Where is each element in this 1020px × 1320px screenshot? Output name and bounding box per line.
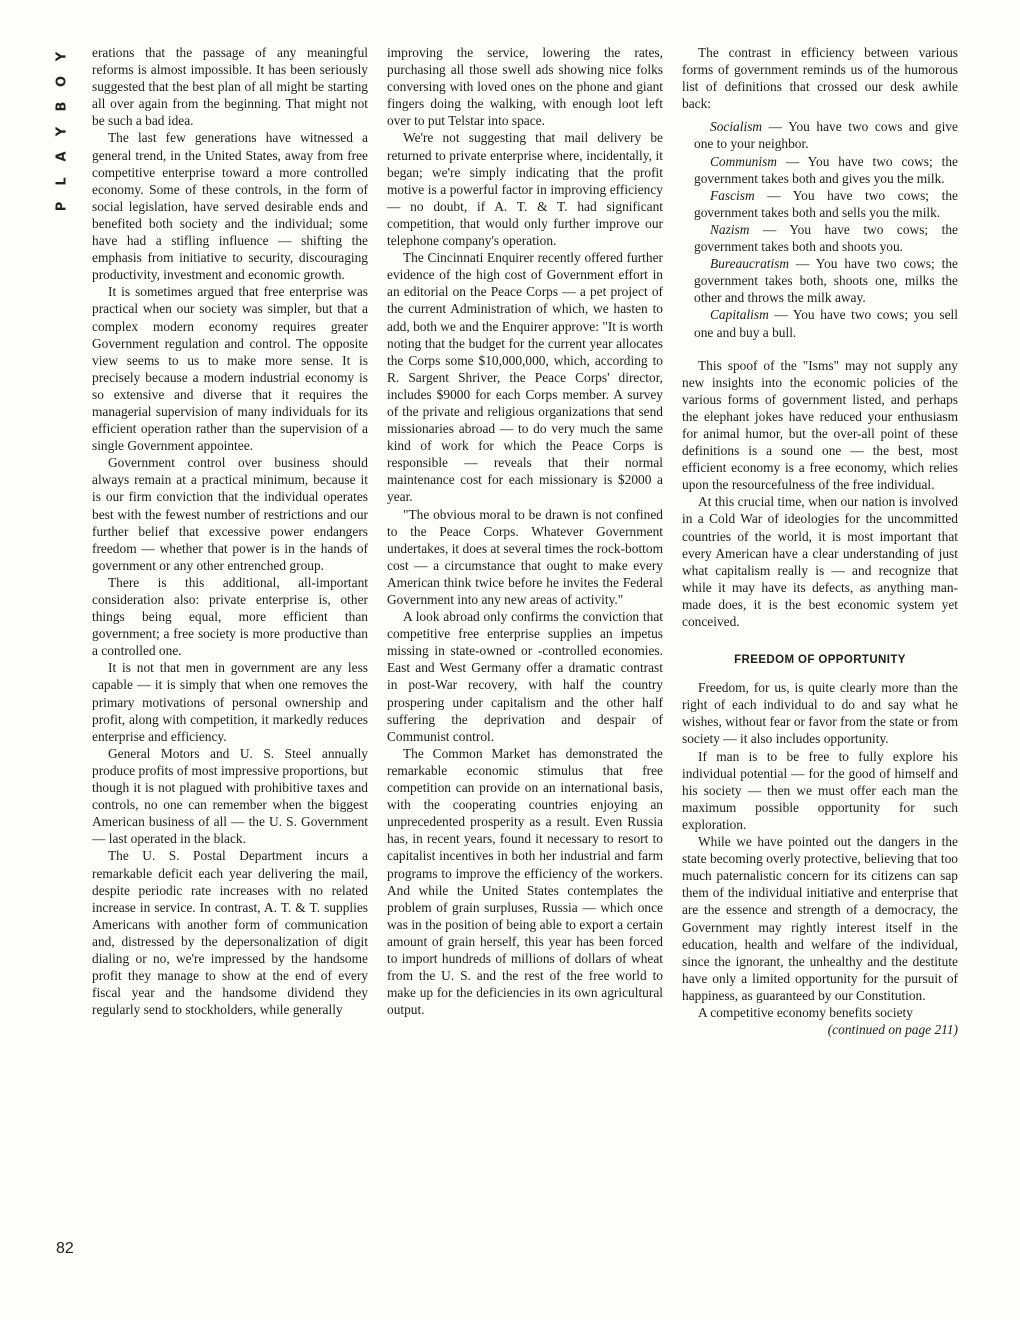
side-label-letter: O [54, 75, 70, 88]
paragraph: A competitive economy benefits society [698, 1004, 913, 1020]
side-label-letter: Y [54, 51, 70, 62]
definition-term: Socialism [710, 119, 763, 135]
paragraph: If man is to be free to fully explore his individual potential — for the good of himself and his society — then we must offer each man the maximum possible opportunity for such exploration. [682, 748, 958, 832]
definition-text: — You have two cows; you sell one and buy a bull. [694, 307, 958, 340]
magazine-side-label [54, 44, 70, 219]
definition-text: — You have two cows; the government takes both and sells you the milk. [694, 187, 958, 220]
definition-term: Nazism [710, 221, 750, 237]
side-label-letter: B [54, 101, 70, 112]
definition-item [694, 187, 958, 221]
definition-term: Communism [710, 153, 777, 169]
definition-item [694, 221, 958, 255]
paragraph: The U. S. Postal Department incurs a remarkable deficit each year delivering the mail, despite periodic rate increases with no related increase in service. In contrast, A. T. & T. supplies Americans with another form of communication and, distressed by the depersonalization of digit dialing or no, we're impressed by the handsome profit they manage to show at the end of every fiscal year and the handsome dividend they regularly send to stockholders, while generally [92, 848, 368, 1018]
definition-term: Fascism [710, 187, 755, 203]
definition-term: Capitalism [710, 307, 769, 323]
side-label-letter: Y [54, 126, 70, 137]
paragraph: Freedom, for us, is quite clearly more than the right of each individual to do and say what he wishes, without fear or favor from the state or from society — it also includes opportunity. [682, 680, 958, 747]
definition-text: — You have two cows and give one to your neighbor. [694, 119, 958, 152]
paragraph: The Common Market has demonstrated the remarkable economic stimulus that free competition can provide on an international basis, with the cooperating countries enjoying an unprecedented prosperity as a result. Even Russia has, in recent years, found it necessary to resort to capitalist incentives in both her industrial and farm programs to improve the efficiency of the workers. And while the United States contemplates the problem of grain surpluses, Russia — which once was in the position of being able to export a certain amount of grain herself, this year has been forced to import hundreds of millions of dollars of wheat from the U. S. and the rest of the free world to make up for the deficiencies in its own agricultural output. [387, 745, 663, 1018]
paragraph: It is not that men in government are any less capable — it is simply that when one removes the primary motivations of personal ownership and profit, along with competition, it markedly reduces enterprise and efficiency. [92, 660, 368, 744]
definitions-list [682, 112, 958, 356]
definition-item [694, 118, 958, 152]
paragraph: There is this additional, all-important consideration also: private enterprise is, other things being equal, more efficient than government; a free society is more productive than a controlled one. [92, 574, 368, 659]
paragraph: Government control over business should always remain at a practical minimum, because it is our firm conviction that the individual operates best with the fewest number of restrictions and our further belief that excessive power endangers freedom — whether that power is in the hands of government or any other entrenched group. [92, 455, 368, 573]
page-number: 82 [56, 1240, 74, 1257]
paragraph: While we have pointed out the dangers in the state becoming overly protective, believing that too much paternalistic concern for its citizens can sap them of the individual initiative and enterprise that are the essence and strength of a democracy, the Government may rightly interest itself in the education, health and welfare of the individual, since the ignorant, the unhealthy and the destitute have only a limited opportunity for the pursuit of happiness, as guaranteed by our Constitution. [682, 834, 958, 1003]
definition-term: Bureaucratism [710, 256, 790, 272]
paragraph: erations that the passage of any meaningful reforms is almost impossible. It has been seriously suggested that the best plan of all might be starting all over again from the beginning. That might not be such a bad idea. [92, 45, 368, 129]
side-label-letter: P [54, 201, 70, 212]
paragraph: improving the service, lowering the rates, purchasing all those swell ads showing nice folks conversing with loved ones on the phone and giant fingers doing the walking, with enough loot left over to put Telstar into space. [387, 45, 663, 129]
paragraph: The contrast in efficiency between various forms of government reminds us of the humorous list of definitions that crossed our desk awhile back: [682, 45, 958, 112]
side-label-letter: A [54, 151, 70, 162]
paragraph: A look abroad only confirms the conviction that competitive free enterprise supplies an impetus missing in state-owned or -controlled economies. East and West Germany offer a dramatic contrast in post-War recovery, with half the country prospering under capitalism and the other half suffering the deprivation and despair of Communist control. [387, 609, 663, 744]
definition-text: — You have two cows; the government takes both, shoots one, milks the other and throws the milk away. [694, 256, 958, 306]
continued-note: (continued on page 211) [827, 1022, 958, 1038]
column-3 [682, 44, 958, 1038]
definition-item [694, 255, 958, 306]
side-label-letter: L [54, 177, 70, 186]
paragraph: At this crucial time, when our nation is involved in a Cold War of ideologies for the uncommitted countries of the world, it is most important that every American have a clear understanding of just what capitalism really is — and recognize that while it may have its defects, as anything man-made does, it is the best economic system yet conceived. [682, 494, 958, 629]
paragraph: We're not suggesting that mail delivery be returned to private enterprise where, incidentally, it began; we're simply indicating that the profit motive is a powerful factor in improving efficiency — no doubt, if A. T. & T. had significant competition, that would only further improve our telephone company's operation. [387, 130, 663, 249]
definition-text: — You have two cows; the government takes both and gives you the milk. [694, 153, 958, 186]
section-heading: FREEDOM OF OPPORTUNITY [734, 654, 906, 667]
paragraph: It is sometimes argued that free enterprise was practical when our society was simpler, but that a complex modern economy requires greater Government regulation and control. The opposite view seems to us to make more sense. It is precisely because a modern industrial economy is so extensive and diverse that it requires the managerial supervision of many individuals for its efficient operation rather than the supervision of a single Government appointee. [92, 284, 368, 454]
definition-item [694, 306, 958, 340]
paragraph: The Cincinnati Enquirer recently offered further evidence of the high cost of Government effort in an editorial on the Peace Corps — a pet project of the current Administration of which, we hasten to add, both we and the Enquirer approve: "It is worth noting that the budget for the current year allocates the Corps some $10,000,000, which, according to R. Sargent Shriver, the Peace Corps' director, includes $9000 for each Corps member. A survey of the private and religious organizations that send missionaries abroad — to do very much the same kind of work for which the Peace Corps is responsible — reveals that their normal maintenance cost for each missionary is $2000 a year. [387, 250, 663, 505]
paragraph: The last few generations have witnessed a general trend, in the United States, away from free competitive enterprise toward a more controlled economy. Some of these controls, in the form of social legislation, have served desirable ends and benefited both society and the individual; some have had a stifling influence — shifting the emphasis from initiative to security, discouraging productivity, investment and economic growth. [92, 130, 368, 283]
column-1 [92, 44, 368, 1018]
column-2 [387, 44, 663, 1018]
paragraph: "The obvious moral to be drawn is not confined to the Peace Corps. Whatever Government undertakes, it does at several times the rock-bottom cost — a circumstance that ought to make every American think twice before he invites the Federal Government into any new areas of activity." [387, 506, 663, 607]
definition-text: — You have two cows; the government takes both and shoots you. [694, 221, 958, 255]
paragraph: General Motors and U. S. Steel annually produce profits of most impressive proportions, but though it is not plagued with prohibitive taxes and controls, no one can remember when the biggest American business of all — the U. S. Government — last operated in the black. [92, 745, 368, 847]
paragraph: This spoof of the "Isms" may not supply any new insights into the economic policies of the various forms of government listed, and perhaps the elephant jokes have reduced your enthusiasm for animal humor, but the over-all point of these definitions is a sound one — the best, most efficient economy is a free economy, which relies upon the resourcefulness of the free individual. [682, 357, 958, 493]
definition-item [694, 153, 958, 187]
